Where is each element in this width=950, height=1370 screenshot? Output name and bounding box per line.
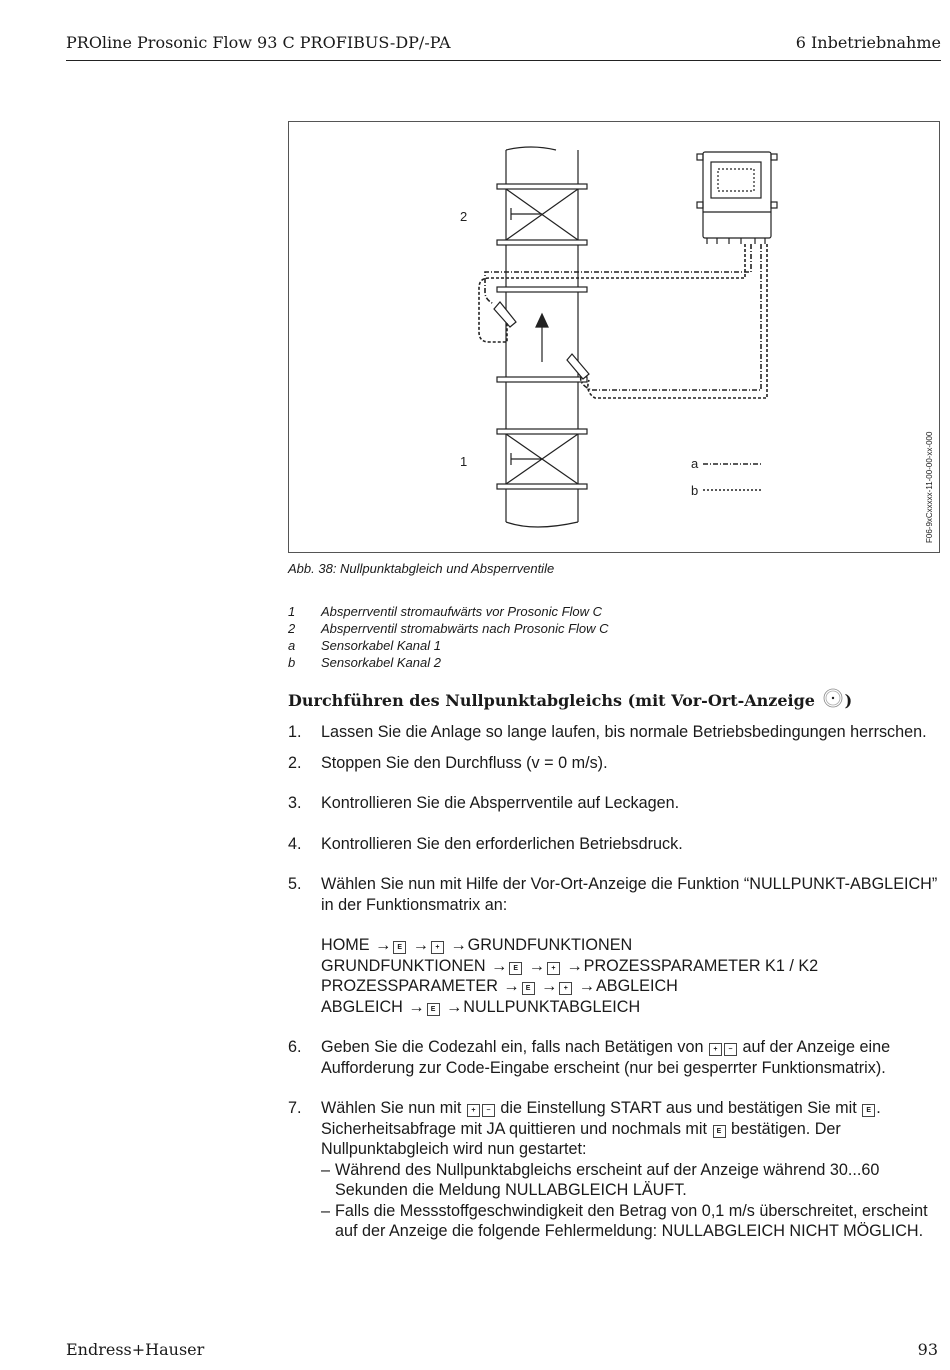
section-heading: Durchführen des Nullpunktabgleichs (mit Vor-Ort-Anzeige ) <box>288 688 852 710</box>
legend-item: b Sensorkabel Kanal 2 <box>288 655 441 670</box>
figure-doc-code: F06-9xCxxxxx-11-00-00-xx-000 <box>925 431 934 543</box>
step-4: 4. Kontrollieren Sie den erforderlichen Betriebsdruck. <box>288 834 683 853</box>
page-header <box>66 32 941 61</box>
nav-line: GRUNDFUNKTIONEN → E → + →PROZESSPARAMETER K1 / K2 <box>321 956 819 975</box>
callout-b: b <box>691 483 699 498</box>
arrow-right-icon: → <box>408 997 425 1016</box>
plus-key-icon: + <box>559 982 572 995</box>
local-display-icon <box>823 688 843 708</box>
arrow-right-icon: → <box>446 997 463 1016</box>
plus-key-icon: + <box>431 941 444 954</box>
enter-key-icon: E <box>427 1003 440 1016</box>
figure-zero-point-adjustment <box>288 121 940 553</box>
menu-navigation-path <box>321 935 943 1017</box>
nav-line: HOME → E → + →GRUNDFUNKTIONEN <box>321 936 633 954</box>
plus-key-icon: + <box>547 962 560 975</box>
arrow-right-icon: → <box>528 956 545 975</box>
step-3: 3. Kontrollieren Sie die Absperrventile auf Leckagen. <box>288 794 680 812</box>
procedure-steps <box>288 722 943 1242</box>
callout-a: a <box>691 456 699 471</box>
enter-key-icon: E <box>862 1104 875 1117</box>
enter-key-icon: E <box>522 982 535 995</box>
step-6: 6. Geben Sie die Codezahl ein, falls nach Betätigen von + − auf der Anzeige eine Aufforderung zur Code-Eingabe erscheint (nur bei gesperrter Funktionsmatrix). <box>288 1038 891 1077</box>
step-2: 2. Stoppen Sie den Durchfluss (v = 0 m/s). <box>288 753 608 772</box>
minus-key-icon: − <box>482 1104 495 1117</box>
enter-key-icon: E <box>393 941 406 954</box>
arrow-right-icon: → <box>412 936 429 954</box>
arrow-right-icon: → <box>566 956 583 975</box>
legend-item: a Sensorkabel Kanal 1 <box>288 638 441 653</box>
plus-key-icon: + <box>709 1043 722 1056</box>
legend-item: 2 Absperrventil stromabwärts nach Prosonic Flow C <box>288 621 609 636</box>
installation-diagram <box>289 122 939 552</box>
figure-legend <box>288 603 609 671</box>
callout-1: 1 <box>460 454 468 469</box>
enter-key-icon: E <box>713 1125 726 1138</box>
arrow-right-icon: → <box>491 956 508 975</box>
footer-brand: Endress+Hauser <box>66 1340 205 1359</box>
arrow-right-icon: → <box>541 977 558 995</box>
step-1: 1. Lassen Sie die Anlage so lange laufen, bis normale Betriebsbedingungen herrschen. <box>288 723 927 741</box>
minus-key-icon: − <box>724 1043 737 1056</box>
nav-line: PROZESSPARAMETER → E → + →ABGLEICH <box>321 977 678 995</box>
legend-item: 1 Absperrventil stromaufwärts vor Prosonic Flow C <box>288 604 603 619</box>
step-5: 5. Wählen Sie nun mit Hilfe der Vor-Ort-Anzeige die Funktion “NULLPUNKT-ABGLEICH” in der Funktionsmatrix an: HOME → E → + →GRUNDFUNKTIONEN GRUNDFUNKTIONEN → E → + →PROZESSPARAMETER K1 / K2 PROZESSPARAMETER → E → + →ABGLEICH ABGLEICH → E →NULLPUNKTABGLEICH <box>288 874 943 1017</box>
page-number: 93 <box>917 1340 938 1359</box>
figure-caption: Abb. 38: Nullpunktabgleich und Absperrventile <box>288 561 555 576</box>
sub-bullet: – Während des Nullpunktabgleichs erscheint auf der Anzeige während 30...60 Sekunden die Meldung NULLABGLEICH LÄUFT. <box>321 1160 880 1199</box>
arrow-right-icon: → <box>503 977 520 995</box>
plus-key-icon: + <box>467 1104 480 1117</box>
arrow-right-icon: → <box>578 977 595 995</box>
step-7: 7. Wählen Sie nun mit + − die Einstellung START aus und bestätigen Sie mit E . Sicherheitsabfrage mit JA quittieren und nochmals mit E bestätigen. Der Nullpunktabgleich wird nun gestartet: – Während des Nullpunktabgleichs erscheint auf der Anzeige während 30...60 Sekunden die Meldung NULLABGLEICH LÄUFT. – Falls die Messstoffgeschwindigkeit den Betrag von 0,1 m/s überschreitet, erscheint auf der Anzeige die folgende Fehlermeldung: NULLABGLEICH NICHT MÖGLICH. <box>288 1098 943 1242</box>
header-title: PROline Prosonic Flow 93 C PROFIBUS-DP/-PA <box>66 33 451 52</box>
callout-2: 2 <box>460 209 468 224</box>
arrow-right-icon: → <box>375 936 392 954</box>
nav-line: ABGLEICH → E →NULLPUNKTABGLEICH <box>321 997 641 1016</box>
enter-key-icon: E <box>509 962 522 975</box>
figure-code-label <box>918 423 938 543</box>
header-chapter: 6 Inbetriebnahme <box>795 33 941 52</box>
arrow-right-icon: → <box>450 936 467 954</box>
sub-bullet: – Falls die Messstoffgeschwindigkeit den Betrag von 0,1 m/s überschreitet, erscheint auf der Anzeige die folgende Fehlermeldung: NULLABGLEICH NICHT MÖGLICH. <box>321 1201 928 1240</box>
